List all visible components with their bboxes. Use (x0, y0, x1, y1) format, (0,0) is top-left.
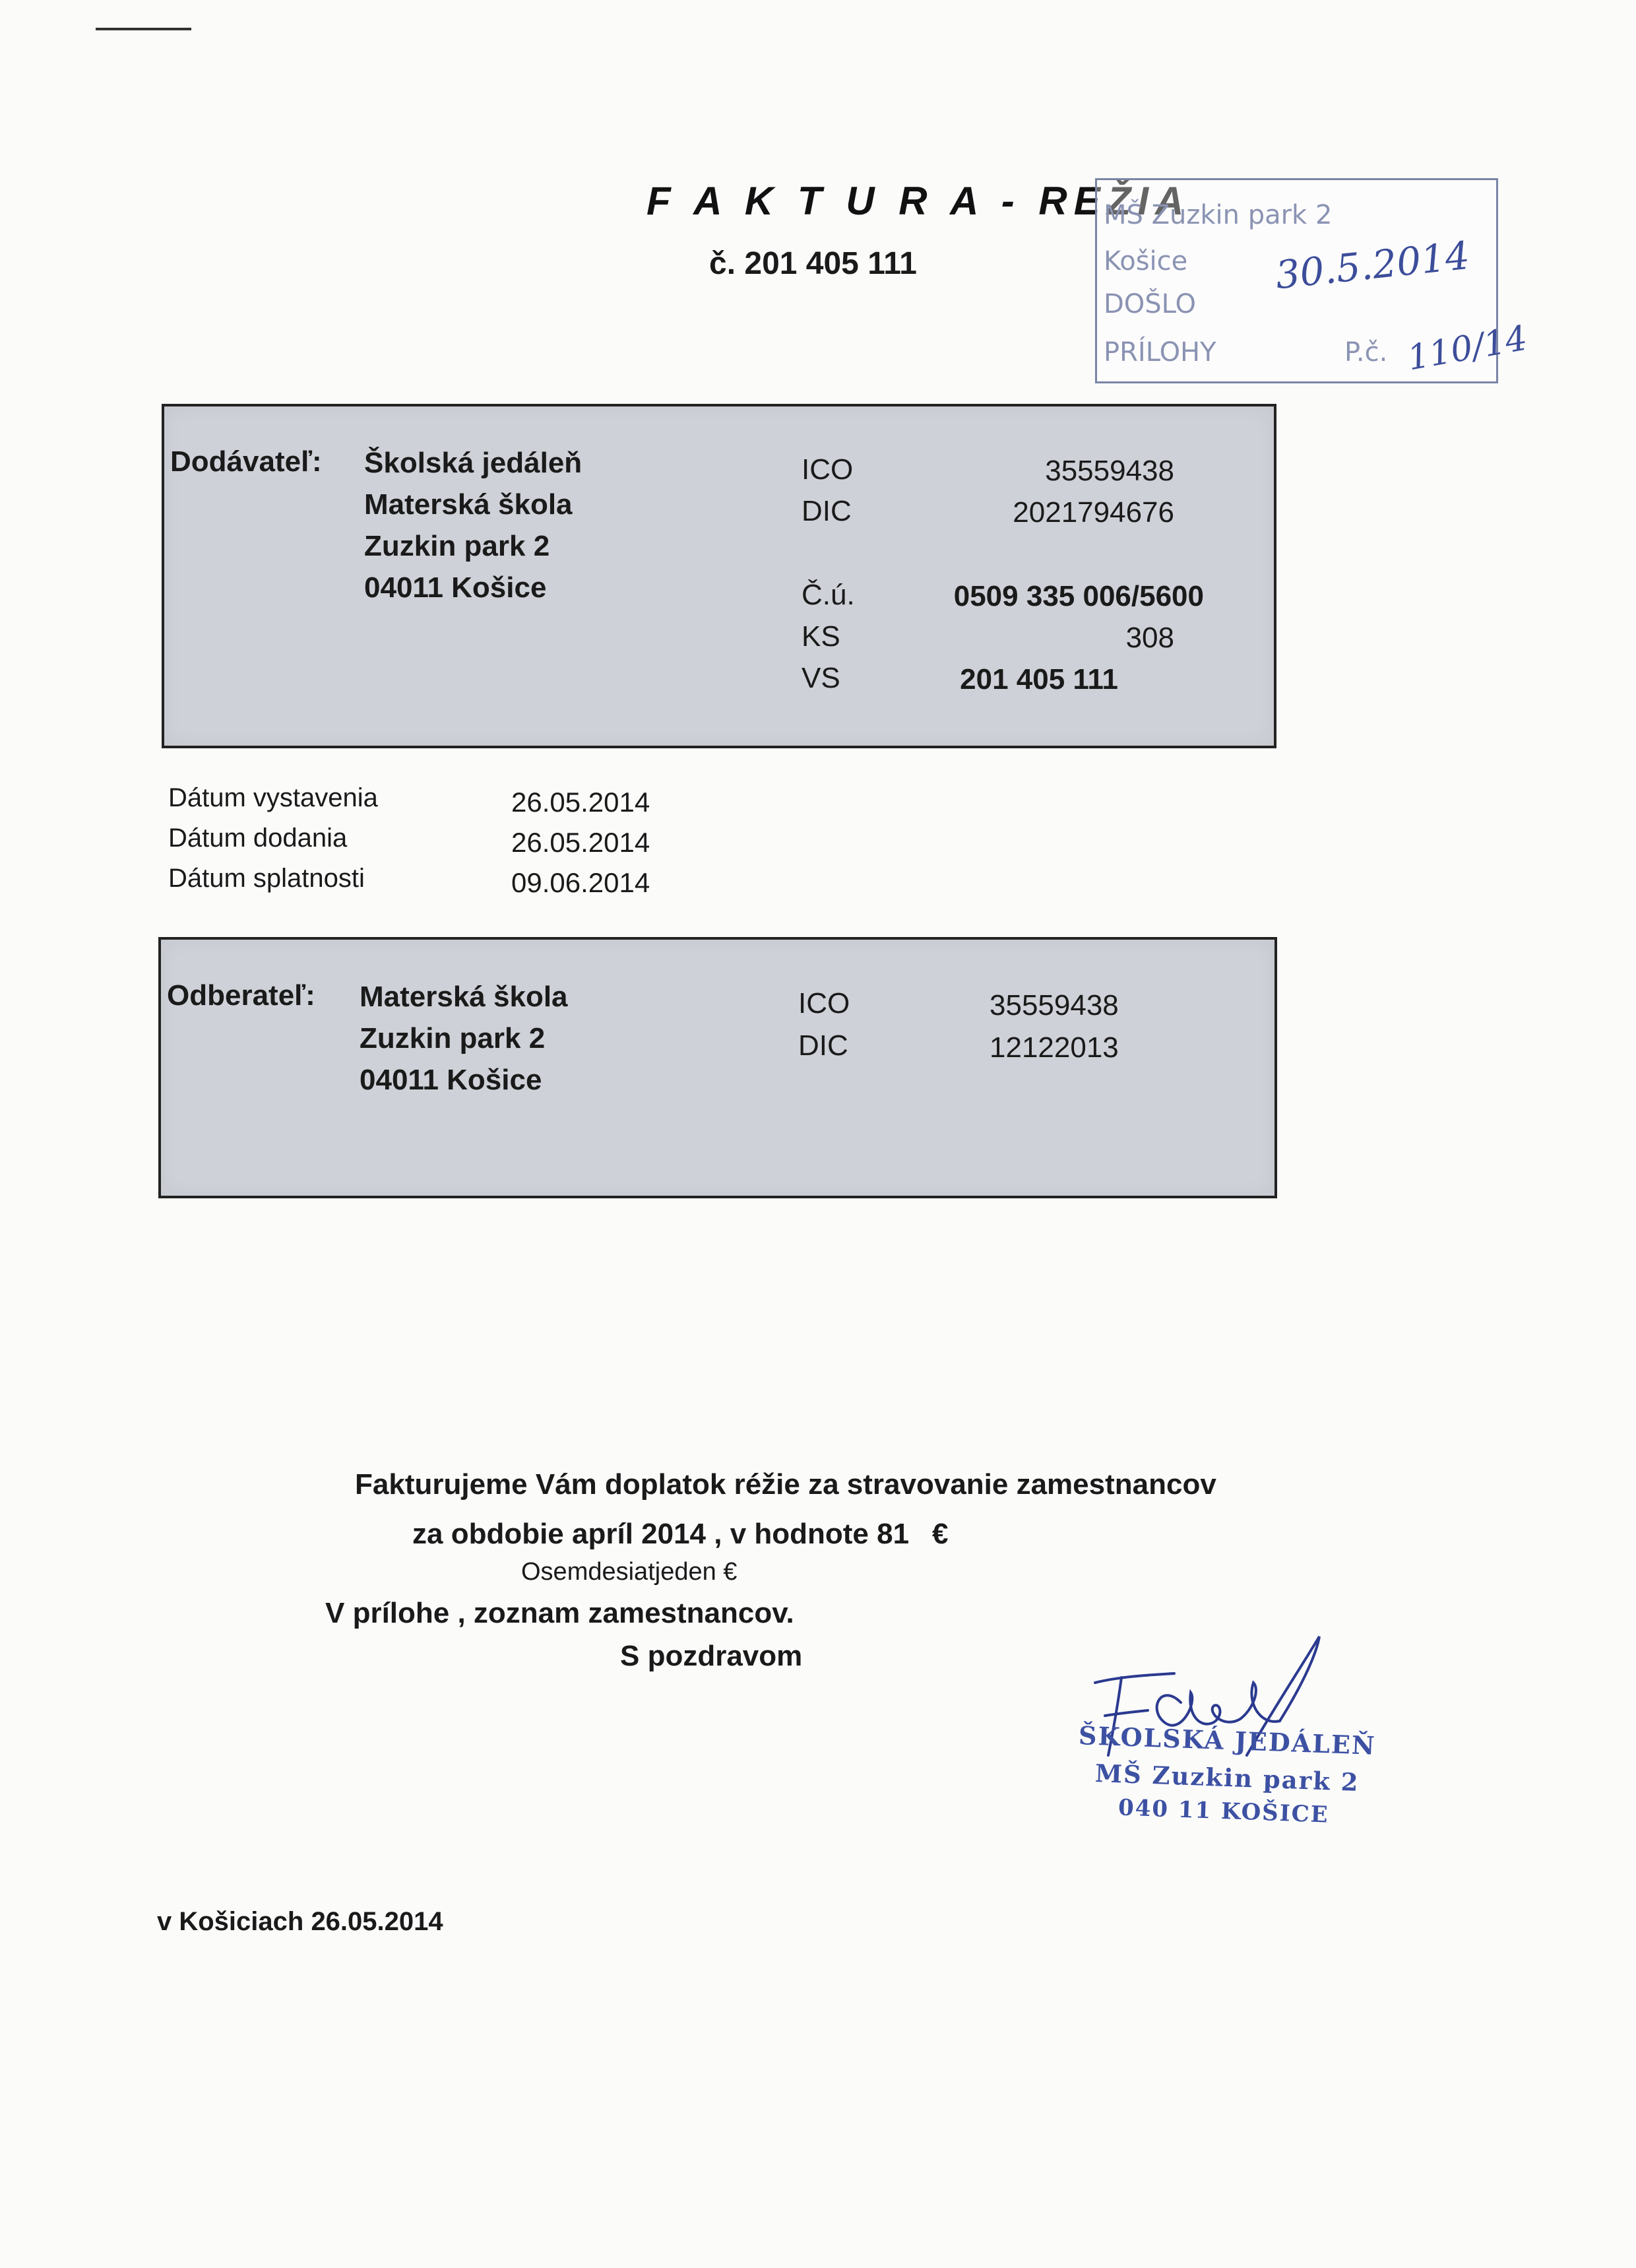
date-delivered-label: Dátum dodania (168, 824, 348, 853)
customer-ico: 35559438 (990, 989, 1119, 1021)
supplier-account: 0509 335 006/5600 (953, 580, 1204, 612)
date-issued-label: Dátum vystavenia (168, 783, 378, 812)
received-stamp (1095, 178, 1530, 383)
customer-ico-label: ICO (798, 987, 850, 1020)
message-line4: V prílohe , zoznam zamestnancov. (325, 1597, 794, 1629)
message-currency: € (932, 1518, 949, 1550)
customer-street: Zuzkin park 2 (360, 1022, 546, 1054)
supplier-city: 04011 Košice (364, 571, 547, 604)
message-line2: za obdobie apríl 2014 , v hodnote 81 (412, 1518, 910, 1550)
customer-box (158, 937, 1277, 1198)
supplier-ico-label: ICO (802, 453, 854, 486)
place-and-date: v Košiciach 26.05.2014 (157, 1907, 443, 1936)
signature-stamp-line2: MŠ Zuzkin park 2 (1094, 1759, 1360, 1797)
customer-dic: 12122013 (990, 1031, 1119, 1064)
invoice-title: F A K T U R A - REŽIA (646, 179, 1191, 223)
signature-stamp-line3: 040 11 KOŠICE (1117, 1794, 1330, 1829)
signature-stamp-line1: ŠKOLSKÁ JEDÁLEŇ (1078, 1720, 1377, 1761)
date-due-label: Dátum splatnosti (168, 864, 365, 893)
customer-name: Materská škola (360, 981, 568, 1013)
supplier-vs: 201 405 111 (960, 663, 1118, 696)
supplier-street: Zuzkin park 2 (364, 530, 550, 562)
customer-label: Odberateľ: (167, 979, 315, 1012)
top-rule (96, 28, 191, 30)
supplier-dic: 2021794676 (1013, 496, 1174, 529)
supplier-line2: Materská škola (364, 488, 573, 521)
supplier-name: Školská jedáleň (364, 447, 582, 479)
date-issued: 26.05.2014 (511, 787, 650, 818)
received-stamp-received: DOŠLO (1104, 289, 1197, 319)
date-delivered: 26.05.2014 (511, 827, 650, 858)
received-stamp-date: 30.5.2014 (1273, 232, 1472, 298)
message-line1: Fakturujeme Vám doplatok réžie za stravovanie zamestnancov (355, 1468, 1216, 1501)
supplier-vs-label: VS (802, 662, 840, 694)
message-closing: S pozdravom (620, 1640, 803, 1672)
supplier-ico: 35559438 (1045, 455, 1174, 487)
received-stamp-org: MŠ Zuzkin park 2 (1104, 200, 1333, 230)
received-stamp-pc-label: P.č. (1344, 337, 1388, 368)
customer-city: 04011 Košice (360, 1064, 542, 1096)
date-due: 09.06.2014 (511, 867, 650, 898)
supplier-dic-label: DIC (802, 495, 852, 527)
received-stamp-attachments: PRÍLOHY (1104, 337, 1216, 368)
received-stamp-pc-number: 110/14 (1404, 318, 1530, 379)
supplier-label: Dodávateľ: (170, 445, 322, 478)
supplier-account-label: Č.ú. (802, 579, 855, 611)
supplier-ks: 308 (1125, 622, 1174, 654)
customer-dic-label: DIC (798, 1029, 848, 1062)
message-amount-words: Osemdesiatjeden € (521, 1558, 738, 1586)
received-stamp-city: Košice (1104, 246, 1188, 276)
supplier-ks-label: KS (802, 620, 840, 653)
invoice-number: č. 201 405 111 (709, 246, 917, 281)
